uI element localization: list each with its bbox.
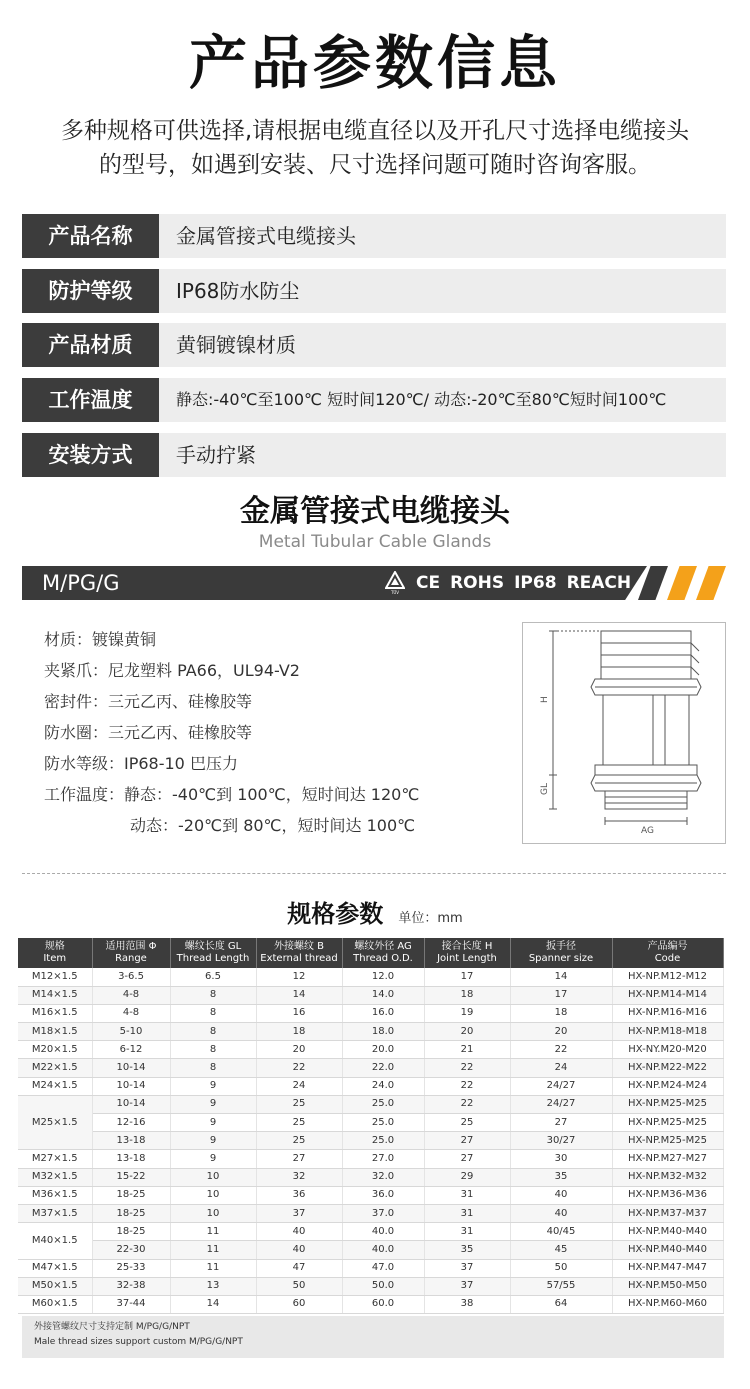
cell-external-thread: 50 [256,1277,342,1295]
cell-range: 12-16 [92,1114,170,1132]
cell-joint-length: 22 [424,1077,510,1095]
cell-joint-length: 29 [424,1168,510,1186]
spec-row-name [22,214,726,258]
table-row [18,1295,723,1313]
cell-external-thread: 24 [256,1077,342,1095]
cell-joint-length: 25 [424,1114,510,1132]
spec-label: 安装方式 [22,433,159,477]
cell-item: M24×1.5 [18,1077,92,1095]
cell-thread-length: 11 [170,1241,256,1259]
label-h: H [540,696,550,703]
cell-spanner-size: 40 [510,1186,612,1204]
cell-code: HX-NP.M27-M27 [612,1150,723,1168]
header-item [18,938,92,968]
cell-range: 5-10 [92,1023,170,1041]
table-row [18,1004,723,1022]
cell-range: 10-14 [92,1059,170,1077]
cell-item: M37×1.5 [18,1204,92,1222]
ce-mark: CE [416,573,441,593]
material-line: 材质：镀镍黄铜 [44,630,157,649]
cell-thread-od: 40.0 [342,1223,424,1241]
cell-spanner-size: 40 [510,1204,612,1222]
header-cn: 规格 [44,941,65,952]
cell-thread-od: 36.0 [342,1186,424,1204]
header-cn: 扳手径 [546,941,576,952]
cell-joint-length: 31 [424,1186,510,1204]
table-unit: 单位：mm [398,911,463,926]
label-ag: AG [641,826,654,836]
cell-thread-length: 9 [170,1077,256,1095]
cell-thread-length: 9 [170,1132,256,1150]
intro-line: 多种规格可供选择,请根据电缆直径以及开孔尺寸选择电缆接头 [60,118,690,144]
cell-range: 13-18 [92,1132,170,1150]
cell-thread-length: 13 [170,1277,256,1295]
cell-item: M47×1.5 [18,1259,92,1277]
header-cn: 外接螺纹 B [273,941,325,952]
cell-thread-od: 47.0 [342,1259,424,1277]
cell-thread-od: 25.0 [342,1095,424,1113]
tuv-text: TÜV [390,590,400,595]
cell-range: 18-25 [92,1186,170,1204]
cell-thread-od: 60.0 [342,1295,424,1313]
cell-spanner-size: 18 [510,1004,612,1022]
table-title: 规格参数 [287,900,384,928]
product-subtitle-en: Metal Tubular Cable Glands [258,532,492,552]
cell-item: M36×1.5 [18,1186,92,1204]
cell-range: 10-14 [92,1095,170,1113]
cell-code: HX-NP.M25-M25 [612,1095,723,1113]
cell-range: 6-12 [92,1041,170,1059]
section-divider [22,873,726,874]
material-line: 密封件：三元乙丙、硅橡胶等 [44,692,253,711]
cell-external-thread: 25 [256,1114,342,1132]
cell-external-thread: 32 [256,1168,342,1186]
cell-range: 18-25 [92,1204,170,1222]
cell-external-thread: 37 [256,1204,342,1222]
cell-code: HX-NP.M25-M25 [612,1114,723,1132]
cell-thread-od: 14.0 [342,986,424,1004]
label-gl: GL [540,783,550,795]
cell-thread-length: 6.5 [170,968,256,986]
cell-range: 32-38 [92,1277,170,1295]
header-joint-length [424,938,510,968]
spec-row-material [22,323,726,367]
cell-code: HX-NP.M32-M32 [612,1168,723,1186]
table-row [18,1259,723,1277]
cell-spanner-size: 45 [510,1241,612,1259]
cell-external-thread: 47 [256,1259,342,1277]
cell-thread-length: 14 [170,1295,256,1313]
header-en: Thread Length [176,953,250,964]
cell-joint-length: 38 [424,1295,510,1313]
table-heading [0,894,750,929]
cell-thread-length: 10 [170,1186,256,1204]
cell-thread-od: 37.0 [342,1204,424,1222]
cell-spanner-size: 24 [510,1059,612,1077]
cell-external-thread: 40 [256,1241,342,1259]
cell-joint-length: 37 [424,1277,510,1295]
cell-spanner-size: 30 [510,1150,612,1168]
intro-line: 的型号，如遇到安装、尺寸选择问题可随时咨询客服。 [99,152,651,178]
cell-joint-length: 31 [424,1204,510,1222]
spec-label: 防护等级 [22,269,159,313]
cell-spanner-size: 50 [510,1259,612,1277]
cell-spanner-size: 24/27 [510,1095,612,1113]
table-row [18,1168,723,1186]
cell-joint-length: 37 [424,1259,510,1277]
spec-table [18,938,724,1314]
table-row [18,1204,723,1222]
cell-spanner-size: 64 [510,1295,612,1313]
header-cn: 螺纹外径 AG [354,941,412,952]
cell-spanner-size: 22 [510,1041,612,1059]
cell-thread-length: 8 [170,986,256,1004]
cell-joint-length: 22 [424,1095,510,1113]
cell-thread-od: 18.0 [342,1023,424,1041]
cell-thread-length: 8 [170,1041,256,1059]
cell-joint-length: 21 [424,1041,510,1059]
header-en: External thread [260,953,338,964]
cell-item: M32×1.5 [18,1168,92,1186]
cell-range: 4-8 [92,1004,170,1022]
cell-thread-length: 9 [170,1150,256,1168]
cell-range: 25-33 [92,1259,170,1277]
cell-item: M20×1.5 [18,1041,92,1059]
cell-code: HX-NP.M24-M24 [612,1077,723,1095]
cell-code: HX-NP.M40-M40 [612,1223,723,1241]
cell-joint-length: 18 [424,986,510,1004]
material-line: 工作温度：静态：-40℃到 100℃，短时间达 120℃ [44,785,420,804]
spec-value: 手动拧紧 [176,443,256,467]
cell-thread-length: 10 [170,1168,256,1186]
table-row [18,1041,723,1059]
cell-spanner-size: 57/55 [510,1277,612,1295]
product-title: 金属管接式电缆接头 [240,494,510,529]
material-line: 动态：-20℃到 80℃，短时间达 100℃ [130,816,416,835]
spec-label: 工作温度 [22,378,159,422]
cell-external-thread: 40 [256,1223,342,1241]
cell-spanner-size: 40/45 [510,1223,612,1241]
cell-thread-od: 12.0 [342,968,424,986]
cell-thread-od: 20.0 [342,1041,424,1059]
rohs-mark: ROHS [450,573,505,593]
cell-external-thread: 14 [256,986,342,1004]
cell-joint-length: 22 [424,1059,510,1077]
table-body [18,968,723,1314]
table-row [18,1241,723,1259]
header-en: Spanner size [528,953,594,964]
cell-spanner-size: 24/27 [510,1077,612,1095]
cert-band [22,566,726,600]
header-en: Item [43,953,67,964]
cell-thread-od: 40.0 [342,1241,424,1259]
spec-row-temperature [22,378,726,422]
cell-thread-od: 22.0 [342,1059,424,1077]
table-row [18,1277,723,1295]
cell-external-thread: 25 [256,1132,342,1150]
custom-thread-note [22,1316,724,1358]
cell-thread-od: 50.0 [342,1277,424,1295]
cell-code: HX-NP.M50-M50 [612,1277,723,1295]
header-thread-length [170,938,256,968]
table-row [18,986,723,1004]
cell-code: HX-NP.M12-M12 [612,968,723,986]
cell-thread-length: 8 [170,1023,256,1041]
header-code [612,938,723,968]
cell-code: HX-NP.M60-M60 [612,1295,723,1313]
table-row [18,1132,723,1150]
cell-code: HX-NP.M40-M40 [612,1241,723,1259]
cell-range: 10-14 [92,1077,170,1095]
spec-value: 黄铜镀镍材质 [176,333,296,357]
cell-joint-length: 35 [424,1241,510,1259]
cell-external-thread: 12 [256,968,342,986]
cell-thread-length: 11 [170,1223,256,1241]
spec-value: IP68防水防尘 [176,279,300,303]
header-en: Range [115,953,147,964]
cell-item: M25×1.5 [18,1095,92,1150]
note-en: Male thread sizes support custom M/PG/G/NPT [34,1337,243,1347]
material-line: 夹紧爪：尼龙塑料 PA66，UL94-V2 [44,661,300,680]
cell-joint-length: 20 [424,1023,510,1041]
cell-code: HX-NP.M37-M37 [612,1204,723,1222]
cell-joint-length: 27 [424,1132,510,1150]
cell-spanner-size: 30/27 [510,1132,612,1150]
cell-thread-od: 25.0 [342,1114,424,1132]
header-cn: 接合长度 H [441,941,493,952]
cell-spanner-size: 27 [510,1114,612,1132]
tuv-icon [384,570,406,596]
cell-joint-length: 27 [424,1150,510,1168]
header-cn: 产品编号 [647,941,688,952]
intro-text [0,114,750,182]
cell-range: 22-30 [92,1241,170,1259]
material-line: 防水等级：IP68-10 巴压力 [44,754,238,773]
cell-thread-length: 10 [170,1204,256,1222]
cell-spanner-size: 14 [510,968,612,986]
cell-thread-length: 8 [170,1004,256,1022]
spec-label: 产品材质 [22,323,159,367]
header-external-thread [256,938,342,968]
cell-range: 13-18 [92,1150,170,1168]
cell-item: M60×1.5 [18,1295,92,1313]
cell-item: M12×1.5 [18,968,92,986]
cell-external-thread: 25 [256,1095,342,1113]
cell-spanner-size: 20 [510,1023,612,1041]
cell-joint-length: 31 [424,1223,510,1241]
header-cn: 适用范围 Φ [105,941,157,952]
cell-item: M14×1.5 [18,986,92,1004]
cell-spanner-size: 17 [510,986,612,1004]
cell-item: M50×1.5 [18,1277,92,1295]
cable-gland-drawing [523,623,725,843]
stripe-orange [667,566,697,600]
cell-thread-length: 9 [170,1095,256,1113]
table-header-row [18,938,723,968]
table-row [18,1059,723,1077]
header-en: Joint Length [437,953,497,964]
cell-code: HX-NP.M14-M14 [612,986,723,1004]
cell-item: M22×1.5 [18,1059,92,1077]
table-row [18,1186,723,1204]
cell-thread-length: 8 [170,1059,256,1077]
spec-label: 产品名称 [22,214,159,258]
spec-value: 静态:-40℃至100℃ 短时间120℃/ 动态:-20℃至80℃短时间100℃ [176,390,667,409]
table-row [18,1023,723,1041]
cell-code: HX-NP.M16-M16 [612,1004,723,1022]
cell-thread-od: 16.0 [342,1004,424,1022]
technical-drawing [522,622,726,844]
cell-joint-length: 17 [424,968,510,986]
table-row [18,1077,723,1095]
page-title: 产品参数信息 [188,29,561,97]
header-en: Thread O.D. [353,953,413,964]
material-line: 防水圈：三元乙丙、硅橡胶等 [44,723,253,742]
cell-external-thread: 20 [256,1041,342,1059]
cell-range: 18-25 [92,1223,170,1241]
reach-mark: REACH [566,573,632,593]
cell-item: M18×1.5 [18,1023,92,1041]
cell-thread-od: 32.0 [342,1168,424,1186]
cell-external-thread: 22 [256,1059,342,1077]
cell-code: HX-NP.M18-M18 [612,1023,723,1041]
cell-range: 15-22 [92,1168,170,1186]
cell-external-thread: 18 [256,1023,342,1041]
cell-code: HX-NP.M25-M25 [612,1132,723,1150]
cell-external-thread: 60 [256,1295,342,1313]
header-cn: 螺纹长度 GL [184,941,242,952]
cell-external-thread: 16 [256,1004,342,1022]
cell-code: HX-NP.M36-M36 [612,1186,723,1204]
cell-thread-length: 9 [170,1114,256,1132]
cell-code: HX-NP.M47-M47 [612,1259,723,1277]
table-row [18,1114,723,1132]
cell-thread-od: 27.0 [342,1150,424,1168]
cell-item: M40×1.5 [18,1223,92,1259]
header-spanner-size [510,938,612,968]
cell-range: 37-44 [92,1295,170,1313]
cell-thread-length: 11 [170,1259,256,1277]
spec-row-protection [22,269,726,313]
table-row [18,968,723,986]
cell-external-thread: 36 [256,1186,342,1204]
cell-joint-length: 19 [424,1004,510,1022]
cell-range: 3-6.5 [92,968,170,986]
ip68-mark: IP68 [514,573,557,593]
stripe-orange [696,566,726,600]
cell-external-thread: 27 [256,1150,342,1168]
cell-code: HX-NY.M20-M20 [612,1041,723,1059]
spec-row-install [22,433,726,477]
material-list [44,624,484,841]
header-thread-od [342,938,424,968]
header-en: Code [654,953,681,964]
cell-range: 4-8 [92,986,170,1004]
cert-logos [384,566,631,600]
cell-code: HX-NP.M22-M22 [612,1059,723,1077]
cell-spanner-size: 35 [510,1168,612,1186]
table-row [18,1223,723,1241]
note-cn: 外接管螺纹尺寸支持定制 M/PG/G/NPT [34,1322,190,1332]
thread-types-label: M/PG/G [42,571,120,595]
cell-item: M16×1.5 [18,1004,92,1022]
table-row [18,1150,723,1168]
spec-value: 金属管接式电缆接头 [176,224,356,248]
cell-thread-od: 24.0 [342,1077,424,1095]
cell-item: M27×1.5 [18,1150,92,1168]
cell-thread-od: 25.0 [342,1132,424,1150]
header-range [92,938,170,968]
table-row [18,1095,723,1113]
